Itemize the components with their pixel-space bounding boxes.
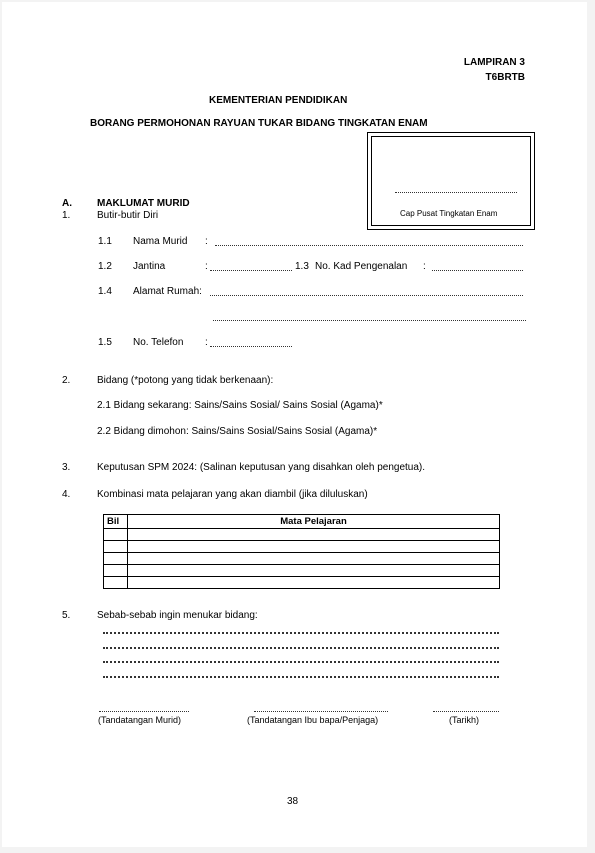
table-header-bil: Bil [104, 515, 128, 529]
item4-text: Kombinasi mata pelajaran yang akan diambil (jika diluluskan) [97, 489, 368, 500]
signature-label-tarikh: (Tarikh) [449, 715, 480, 725]
alamat-label: Alamat Rumah: [133, 286, 202, 297]
alamat-field-line2[interactable] [213, 320, 526, 321]
item5-number: 5. [62, 610, 71, 621]
table-cell[interactable] [104, 553, 128, 565]
jantina-label: Jantina [133, 261, 166, 272]
table-cell[interactable] [104, 529, 128, 541]
table-cell[interactable] [128, 577, 500, 589]
item1-number: 1. [62, 210, 71, 221]
ministry-name: KEMENTERIAN PENDIDIKAN [209, 95, 348, 106]
form-code: T6BRTB [485, 72, 525, 83]
signature-label-penjaga: (Tandatangan Ibu bapa/Penjaga) [247, 715, 379, 725]
section-letter: A. [62, 198, 72, 209]
telefon-field[interactable] [210, 346, 292, 347]
telefon-colon: : [205, 337, 208, 348]
reason-line-3[interactable] [103, 661, 499, 663]
jantina-field[interactable] [210, 270, 292, 271]
nama-label: Nama Murid [133, 236, 188, 247]
table-cell[interactable] [128, 565, 500, 577]
alamat-number: 1.4 [98, 286, 112, 297]
table-cell[interactable] [128, 529, 500, 541]
stamp-signature-line [395, 192, 517, 193]
table-cell[interactable] [104, 577, 128, 589]
alamat-field-line1[interactable] [210, 295, 523, 296]
form-title: BORANG PERMOHONAN RAYUAN TUKAR BIDANG TINGKATAN ENAM [90, 118, 428, 129]
item4-number: 4. [62, 489, 71, 500]
table-cell[interactable] [128, 553, 500, 565]
reason-line-2[interactable] [103, 647, 499, 649]
bidang-dimohon: 2.2 Bidang dimohon: Sains/Sains Sosial/Sains Sosial (Agama)* [97, 426, 378, 437]
jantina-colon: : [205, 261, 208, 272]
item1-label: Butir-butir Diri [97, 210, 159, 221]
ic-number: 1.3 [295, 261, 309, 272]
bidang-sekarang: 2.1 Bidang sekarang: Sains/Sains Sosial/ Sains Sosial (Agama)* [97, 400, 383, 411]
table-header-row [104, 515, 500, 529]
item2-text: Bidang (*potong yang tidak berkenaan): [97, 375, 274, 386]
table-cell[interactable] [104, 565, 128, 577]
ic-label: No. Kad Pengenalan [315, 261, 408, 272]
lampiran-label: LAMPIRAN 3 [463, 57, 525, 68]
subjects-table [103, 514, 500, 589]
document-page [2, 2, 587, 847]
table-cell[interactable] [104, 541, 128, 553]
table-header-subject: Mata Pelajaran [128, 515, 500, 529]
table-row [104, 553, 500, 565]
nama-number: 1.1 [98, 236, 112, 247]
table-row [104, 541, 500, 553]
item5-text: Sebab-sebab ingin menukar bidang: [97, 610, 258, 621]
table-row [104, 577, 500, 589]
page-number: 38 [287, 796, 299, 807]
item3-number: 3. [62, 462, 71, 473]
nama-colon: : [205, 236, 208, 247]
signature-line-penjaga[interactable] [254, 711, 388, 712]
table-cell[interactable] [128, 541, 500, 553]
table-row [104, 529, 500, 541]
signature-line-tarikh[interactable] [433, 711, 499, 712]
stamp-label: Cap Pusat Tingkatan Enam [400, 209, 498, 218]
telefon-label: No. Telefon [133, 337, 184, 348]
ic-colon: : [423, 261, 426, 272]
signature-line-murid[interactable] [99, 711, 189, 712]
telefon-number: 1.5 [98, 337, 112, 348]
signature-label-murid: (Tandatangan Murid) [98, 715, 182, 725]
nama-field[interactable] [215, 245, 523, 246]
item3-text: Keputusan SPM 2024: (Salinan keputusan yang disahkan oleh pengetua). [97, 462, 426, 473]
item2-number: 2. [62, 375, 71, 386]
jantina-number: 1.2 [98, 261, 112, 272]
table-row [104, 565, 500, 577]
section-title: MAKLUMAT MURID [97, 198, 190, 209]
ic-field[interactable] [432, 270, 523, 271]
reason-line-1[interactable] [103, 632, 499, 634]
reason-line-4[interactable] [103, 676, 499, 678]
